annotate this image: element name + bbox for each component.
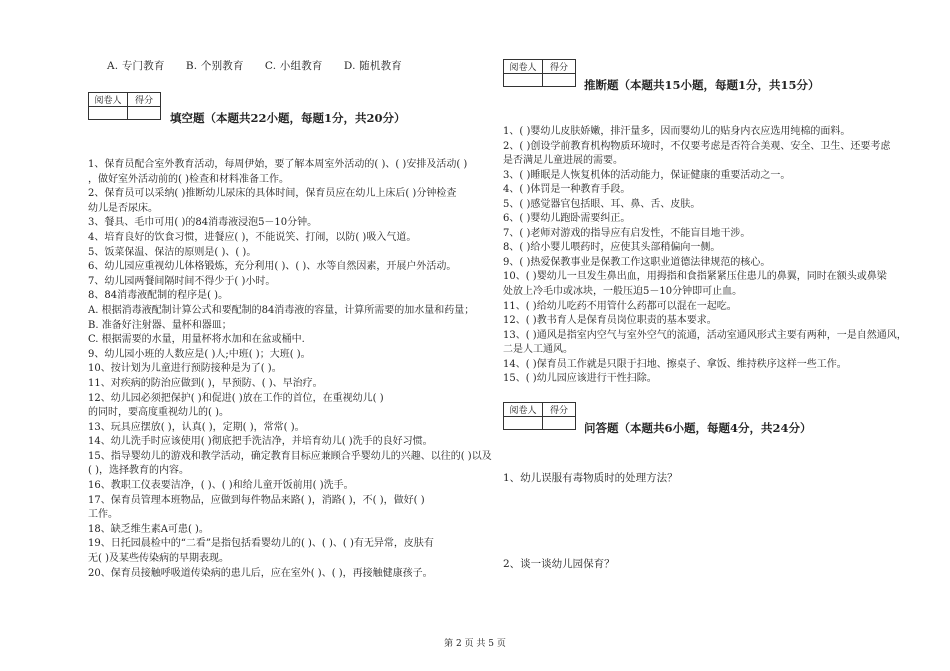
judge-section-title: 推断题（本题共15小题，每题1分，共15分） [584, 78, 820, 92]
fill-question-line: 8、84消毒液配制的程序是( )。 [88, 290, 229, 302]
fill-question-line: 18、缺乏维生素A可患( )。 [88, 523, 209, 535]
judge-question-line: 8、( )给小婴儿喂药时，应使其头部稍偏向一侧。 [503, 242, 721, 254]
score-box-judge [503, 59, 576, 87]
fill-question-line: 14、幼儿洗手时应该使用( )彻底把手洗洁净，并培育幼儿( )洗手的良好习惯。 [88, 436, 433, 448]
judge-question-line: 13、( )通风是指室内空气与室外空气的流通，活动室通风形式主要有两种，一是自然通风， [503, 329, 907, 341]
reviewer-cell[interactable] [89, 107, 128, 120]
score-box-qa [503, 402, 576, 430]
top-options-line: A. 专门教育 B. 个别教育 C. 小组教育 D. 随机教育 [107, 60, 402, 72]
qa-question-1: 1、幼儿误服有毒物质时的处理方法？ [503, 472, 678, 484]
judge-question-line: 12、( )教书育人是保育员岗位职责的基本要求。 [503, 315, 717, 327]
judge-question-line: 9、( )热爱保教事业是保教工作这职业道德法律规范的核心。 [503, 256, 771, 268]
judge-question-line: 14、( )保育员工作就是只限于扫地、擦桌子、拿饭、维持秩序这样一些工作。 [503, 358, 847, 370]
judge-question-line: 1、( )婴幼儿皮肤娇嫩，排汗量多，因而婴幼儿的贴身内衣应选用纯棉的面料。 [503, 126, 851, 137]
fill-question-line: 11、对疾病的防治应做到( )，早预防、( )、早治疗。 [88, 377, 323, 389]
fill-question-line: ，做好室外活动前的( )检查和材料准备工作。 [88, 173, 289, 185]
reviewer-cell[interactable] [504, 417, 543, 430]
fill-question-line: 16、教职工仪表要洁净，( )、( )和给儿童开饭前用( )洗手。 [88, 480, 354, 492]
judge-question-line: 15、( )幼儿园应该进行干性扫除。 [503, 373, 657, 385]
qa-section-title: 问答题（本题共6小题，每题4分，共24分） [584, 421, 812, 435]
judge-question-line: 5、( )感觉器官包括眼、耳、鼻、舌、皮肤。 [503, 198, 701, 210]
fill-question-line: 6、幼儿园应重视幼儿体格锻炼，充分利用( )、( )、水等自然因素，开展户外活动。 [88, 261, 457, 273]
fill-question-list [88, 158, 492, 581]
fill-question-line: 1、保育员配合室外教育活动，每周伊始，要了解本周室外活动的( )、( )安排及活动( ) [88, 159, 468, 170]
judge-question-line: 2、( )创设学前教育机构物质环境时，不仅要考虑是否符合美观、安全、卫生、还要考虑 [503, 140, 891, 152]
reviewer-label: 阅卷人 [504, 60, 543, 74]
judge-question-line: 10、( )婴幼儿一旦发生鼻出血，用拇指和食指紧紧压住患儿的鼻翼，同时在额头或鼻梁 [503, 271, 887, 283]
fill-question-line: 13、玩具应摆放( )，认真( )，定期( )，常常( )。 [88, 421, 305, 433]
judge-question-line: 7、( )老师对游戏的指导应有启发性，不能盲目地干涉。 [503, 227, 751, 239]
fill-question-line: 的同时，要高度重视幼儿的( )。 [88, 407, 229, 419]
judge-question-line: 处放上冷毛巾或冰块，一般压迫5－10分钟即可止血。 [503, 286, 743, 298]
judge-question-line: 11、( )给幼儿吃药不用管什么药都可以混在一起吃。 [503, 300, 737, 312]
reviewer-cell[interactable] [504, 74, 543, 87]
judge-question-line: 是否满足儿童进展的需要。 [503, 155, 623, 167]
judge-question-line: 3、( )睡眠是人恢复机体的活动能力，保证健康的重要活动之一。 [503, 169, 791, 181]
judge-question-line: 6、( )婴幼儿跑卧需要纠正。 [503, 213, 631, 225]
fill-question-line: 19、日托园晨检中的“二看”是指包括看婴幼儿的( )、( )、( )有无异常，皮肤有 [88, 538, 434, 550]
score-label: 得分 [128, 93, 161, 107]
score-cell[interactable] [128, 107, 161, 120]
fill-question-line: 3、餐具、毛巾可用( )的84消毒液浸泡5－10分钟。 [88, 217, 318, 229]
score-cell[interactable] [543, 417, 576, 430]
judge-question-line: 4、( )体罚是一种教育手段。 [503, 184, 631, 196]
fill-question-line: A. 根据消毒液配制计算公式和要配制的84消毒液的容量，计算所需要的加水量和药量； [88, 304, 475, 316]
qa-question-2: 2、谈一谈幼儿园保育？ [503, 558, 615, 570]
fill-question-line: B. 准备好注射器、量杯和器皿； [88, 319, 232, 331]
fill-question-line: 9、幼儿园小班的人数应是( )人;中班( )；大班( )。 [88, 348, 311, 360]
fill-question-line: 7、幼儿园两餐间隔时间不得少于( )小时。 [88, 275, 276, 287]
score-label: 得分 [543, 60, 576, 74]
fill-question-line: 无( )及某些传染病的早期表现。 [88, 553, 229, 565]
fill-question-line: 10、按计划为儿童进行预防接种是为了( )。 [88, 363, 282, 375]
fill-section-title: 填空题（本题共22小题，每题1分，共20分） [170, 111, 406, 125]
fill-question-line: C. 根据需要的水量，用量杯将水加和在盆或桶中. [88, 334, 305, 346]
reviewer-label: 阅卷人 [89, 93, 128, 107]
fill-question-line: 20、保育员接触呼吸道传染病的患儿后，应在室外( )、( )，再接触健康孩子。 [88, 567, 433, 579]
score-label: 得分 [543, 403, 576, 417]
fill-question-line: 12、幼儿园必须把保护( )和促进( )放在工作的首位，在重视幼儿( ) [88, 392, 384, 404]
fill-question-line: 工作。 [88, 509, 118, 521]
judge-question-line: 二是人工通风。 [503, 344, 573, 356]
fill-question-line: 4、培育良好的饮食习惯，进餐应( )，不能说笑、打闹，以防( )吸入气道。 [88, 231, 417, 243]
score-box-fill [88, 92, 161, 120]
fill-question-line: 17、保育员管理本班物品，应做到每件物品来路( )，消路( )，不( )，做好( ) [88, 494, 425, 506]
fill-question-line: 幼儿是否尿床。 [88, 202, 158, 214]
page-footer: 第 2 页 共 5 页 [444, 639, 506, 649]
reviewer-label: 阅卷人 [504, 403, 543, 417]
fill-question-line: ( )，选择教育的内容。 [88, 465, 189, 477]
fill-question-line: 15、指导婴幼儿的游戏和教学活动，确定教育目标应兼顾合乎婴幼儿的兴趣、以往的( )以及 [88, 450, 492, 462]
fill-question-line: 2、保育员可以采纳( )推断幼儿尿床的具体时间，保育员应在幼儿上床后( )分钟检查 [88, 188, 457, 200]
judge-question-list [503, 125, 907, 387]
fill-question-line: 5、饭菜保温、保洁的原则是( )、( )。 [88, 246, 257, 258]
score-cell[interactable] [543, 74, 576, 87]
